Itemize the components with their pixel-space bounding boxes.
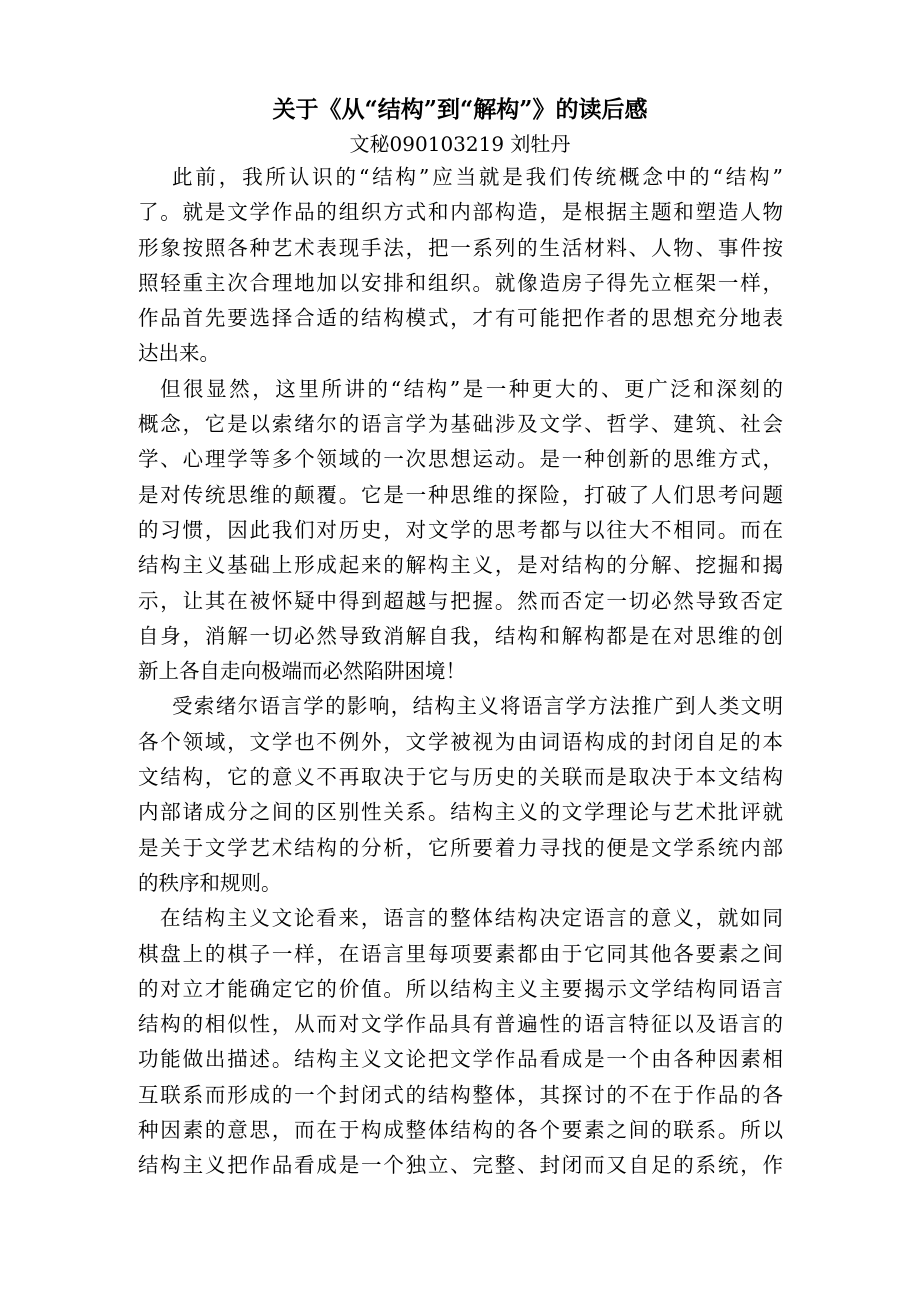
paragraph-line: 结构主义把作品看成是一个独立、完整、封闭而又自足的系统，作: [138, 1153, 783, 1178]
paragraph-line: 达出来。: [138, 341, 220, 366]
paragraph-line: 形象按照各种艺术表现手法，把一系列的生活材料、人物、事件按: [138, 235, 783, 260]
paragraph-line: 新上各自走向极端而必然陷阱困境！: [138, 659, 466, 684]
paragraph-line: 是关于文学艺术结构的分析，它所要着力寻找的便是文学系统内部: [138, 835, 783, 860]
author-line: 文秘090103219 刘牡丹: [349, 132, 571, 156]
paragraph-line: 内部诸成分之间的区别性关系。结构主义的文学理论与艺术批评就: [138, 800, 783, 825]
paragraph-line: 功能做出描述。结构主义文论把文学作品看成是一个由各种因素相: [138, 1047, 783, 1072]
paragraph-line: 结构的相似性，从而对文学作品具有普遍性的语言特征以及语言的: [138, 1012, 783, 1037]
paragraph-line: 学、心理学等多个领域的一次思想运动。是一种创新的思维方式，: [138, 447, 783, 472]
paragraph: [138, 160, 783, 372]
paragraph-line: 种因素的意思，而在于构成整体结构的各个要素之间的联系。所以: [138, 1118, 783, 1143]
paragraph-line: 的习惯，因此我们对历史，对文学的思考都与以往大不相同。而在: [138, 517, 783, 542]
paragraph-line: 是对传统思维的颠覆。它是一种思维的探险，打破了人们思考问题: [138, 482, 783, 507]
paragraph-line: 但很显然，这里所讲的“结构”是一种更大的、更广泛和深刻的: [160, 376, 783, 401]
paragraph-line: 作品首先要选择合适的结构模式，才有可能把作者的思想充分地表: [138, 306, 783, 331]
paragraph: [138, 372, 783, 690]
paragraph-line: 互联系而形成的一个封闭式的结构整体，其探讨的不在于作品的各: [138, 1082, 783, 1107]
paragraph-line: 受索绪尔语言学的影响，结构主义将语言学方法推广到人类文明: [172, 694, 783, 719]
paragraph-line: 示，让其在被怀疑中得到超越与把握。然而否定一切必然导致否定: [138, 588, 783, 613]
paragraph: [138, 901, 783, 1183]
paragraph-line: 照轻重主次合理地加以安排和组织。就像造房子得先立框架一样，: [138, 270, 783, 295]
document-body: [138, 160, 783, 1184]
paragraph-line: 此前，我所认识的“结构”应当就是我们传统概念中的“结构”: [172, 165, 783, 189]
paragraph-line: 概念，它是以索绪尔的语言学为基础涉及文学、哲学、建筑、社会: [138, 412, 783, 437]
paragraph-line: 各个领域，文学也不例外，文学被视为由词语构成的封闭自足的本: [138, 729, 783, 754]
paragraph-line: 在结构主义文论看来，语言的整体结构决定语言的意义，就如同: [160, 906, 783, 931]
document-title: 关于《从“结构”到“解构”》的读后感: [272, 96, 648, 123]
paragraph-line: 结构主义基础上形成起来的解构主义，是对结构的分解、挖掘和揭: [138, 553, 783, 578]
paragraph: [138, 689, 783, 901]
paragraph-line: 棋盘上的棋子一样，在语言里每项要素都由于它同其他各要素之间: [138, 941, 783, 966]
paragraph-line: 了。就是文学作品的组织方式和内部构造，是根据主题和塑造人物: [138, 200, 783, 225]
paragraph-line: 自身，消解一切必然导致消解自我，结构和解构都是在对思维的创: [138, 623, 783, 648]
paragraph-line: 文结构，它的意义不再取决于它与历史的关联而是取决于本文结构: [138, 765, 783, 790]
paragraph-line: 的对立才能确定它的价值。所以结构主义主要揭示文学结构同语言: [138, 976, 783, 1001]
paragraph-line: 的秩序和规则。: [138, 870, 282, 895]
